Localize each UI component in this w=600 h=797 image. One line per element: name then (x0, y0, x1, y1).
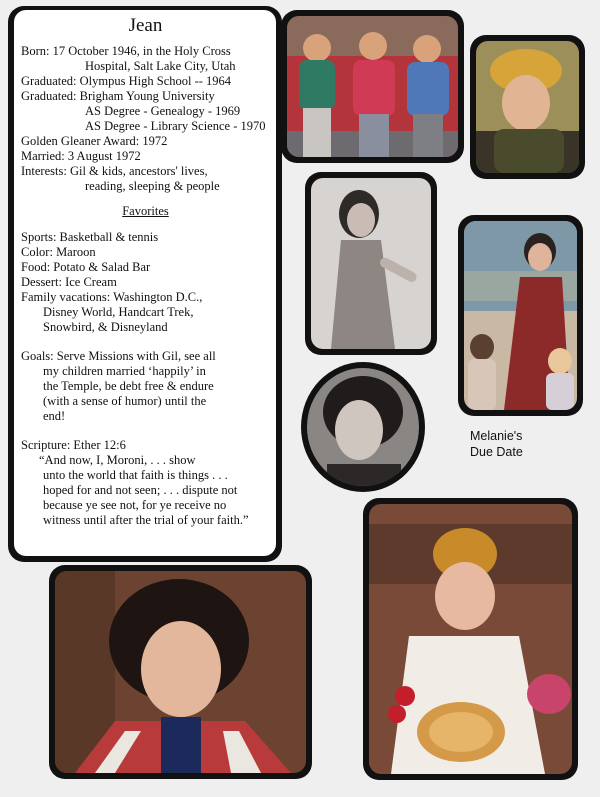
goals: Goals: Serve Missions with Gil, see all (21, 349, 216, 363)
turban-photo (476, 41, 579, 173)
goals-3: the Temple, be debt free & endure (43, 379, 214, 393)
fav-vacations-3: Snowbird, & Disneyland (43, 320, 168, 334)
photo-frame-dress (305, 172, 437, 355)
caption-line-1: Melanie's (470, 429, 523, 443)
photo-frame-turban (470, 35, 585, 179)
scripture-2: “And now, I, Moroni, . . . show (39, 453, 196, 467)
graduated-byu: Graduated: Brigham Young University (21, 89, 215, 103)
scripture-6: witness until after the trial of your faith.” (43, 513, 249, 527)
fav-food: Food: Potato & Salad Bar (21, 260, 151, 274)
caption-line-2: Due Date (470, 445, 523, 459)
group-photo (287, 16, 458, 157)
photo-frame-pie (363, 498, 578, 780)
fav-dessert: Dessert: Ice Cream (21, 275, 117, 289)
degree-genealogy: AS Degree - Genealogy - 1969 (85, 104, 241, 118)
born-line: Born: 17 October 1946, in the Holy Cross (21, 44, 231, 58)
photo-frame-due-date (458, 215, 583, 416)
goals-4: (with a sense of humor) until the (43, 394, 207, 408)
photo-frame-oval (301, 362, 425, 492)
interests-2: reading, sleeping & people (85, 179, 220, 193)
due-date-photo (464, 221, 577, 410)
graduated-hs: Graduated: Olympus High School -- 1964 (21, 74, 232, 88)
goals-5: end! (43, 409, 66, 423)
scripture-5: because ye see not, for ye receive no (43, 498, 227, 512)
pie-photo (369, 504, 572, 774)
bio-panel-inner (14, 10, 276, 556)
favorites-heading: Favorites (122, 204, 169, 218)
oval-portrait (307, 368, 419, 486)
born-line-2: Hospital, Salt Lake City, Utah (85, 59, 236, 73)
bio-panel (8, 6, 282, 562)
fav-vacations-2: Disney World, Handcart Trek, (43, 305, 194, 319)
married: Married: 3 August 1972 (21, 149, 141, 163)
scripture-4: hoped for and not seen; . . . dispute not (43, 483, 238, 497)
photo-frame-smile (49, 565, 312, 779)
dress-photo (311, 178, 431, 349)
fav-color: Color: Maroon (21, 245, 96, 259)
due-date-caption (470, 428, 570, 460)
scripture-3: unto the world that faith is things . . . (43, 468, 228, 482)
fav-sports: Sports: Basketball & tennis (21, 230, 159, 244)
award: Golden Gleaner Award: 1972 (21, 134, 168, 148)
smile-photo (55, 571, 306, 773)
scripture: Scripture: Ether 12:6 (21, 438, 126, 452)
degree-library: AS Degree - Library Science - 1970 (85, 119, 266, 133)
photo-frame-group (281, 10, 464, 163)
interests: Interests: Gil & kids, ancestors' lives, (21, 164, 208, 178)
page-title: Jean (128, 15, 163, 36)
fav-vacations: Family vacations: Washington D.C., (21, 290, 203, 304)
goals-2: my children married ‘happily’ in (43, 364, 206, 378)
